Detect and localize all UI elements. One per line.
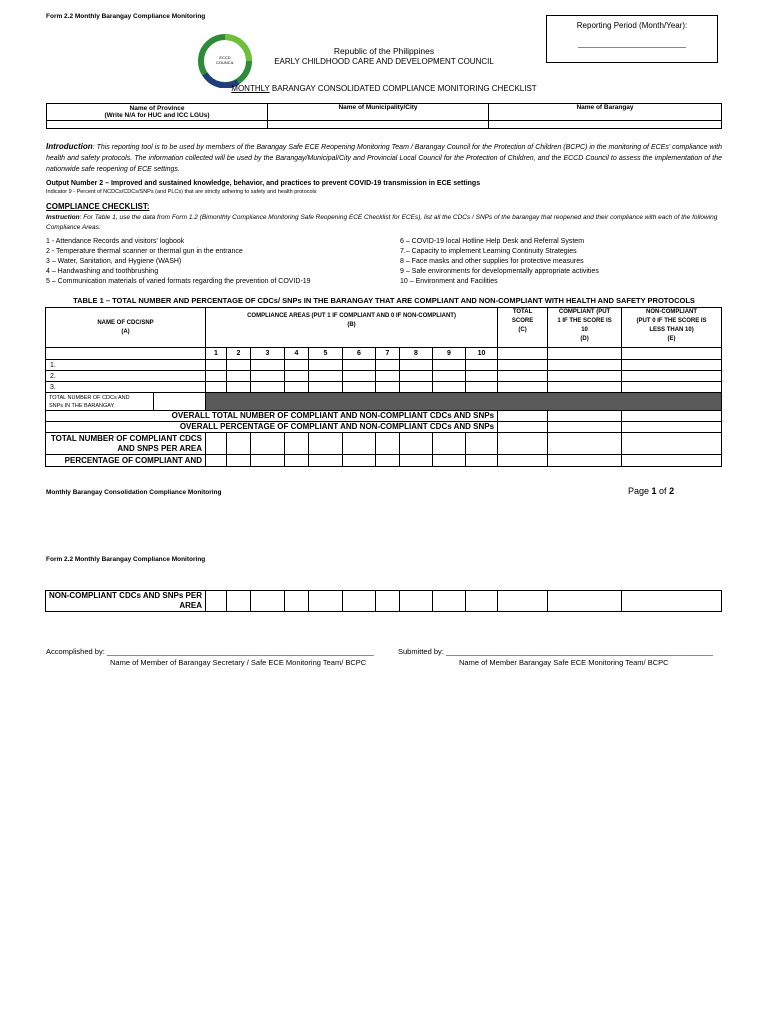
overall-total-c[interactable]	[498, 411, 548, 422]
col-a-label: NAME OF CDC/SNP	[97, 319, 154, 326]
form-label-page2: Form 2.2 Monthly Barangay Compliance Monitoring	[46, 556, 206, 563]
checklist-heading: COMPLIANCE CHECKLIST:	[46, 202, 150, 211]
reporting-period-label: Reporting Period (Month/Year):	[576, 21, 688, 30]
area-item: 7.– Capacity to implement Learning Continuity Strategies	[400, 248, 577, 255]
area-number: 8	[400, 348, 433, 360]
area-number: 4	[285, 348, 309, 360]
submitted-by-caption: Name of Member Barangay Safe ECE Monitoring Team/ BCPC	[459, 658, 669, 667]
area-number: 7	[376, 348, 400, 360]
area-number: 1	[206, 348, 227, 360]
col-c-l1: TOTAL	[512, 309, 533, 315]
page-number	[628, 486, 674, 496]
compliant-area-l1: TOTAL NUMBER OF COMPLIANT CDCS	[50, 433, 202, 443]
area-item: 6 – COVID-19 local Hotline Help Desk and Referral System	[400, 238, 585, 245]
area-number: 2	[227, 348, 251, 360]
noncompliant-l2: AREA	[179, 601, 202, 610]
form-label: Form 2.2 Monthly Barangay Compliance Monitoring	[46, 13, 206, 20]
instruction-text: : For Table 1, use the data from Form 1.2 (Bimonthly Compliance Monitoring Safe Reopening ECE Checklist for ECEs), list all the CDCs / SNPs of the barangay that reopened and their compliance with each of the following Compliance Areas:	[46, 214, 718, 231]
page-footer: Monthly Barangay Consolidation Compliance Monitoring	[46, 489, 222, 496]
area-number: 5	[309, 348, 343, 360]
row-label: 2.	[46, 371, 206, 382]
compliant-area-l2: AND SNPS PER AREA	[117, 443, 202, 453]
col-e-l4: (E)	[667, 336, 676, 342]
col-a-header	[46, 308, 206, 348]
row-label: 3.	[46, 382, 206, 393]
col-d-header	[548, 308, 622, 348]
page-prefix: Page	[628, 486, 652, 496]
overall-pct-e[interactable]	[622, 422, 722, 433]
col-e-l1: NON-COMPLIANT	[646, 309, 698, 315]
title-monthly: MONTHLY	[231, 84, 270, 93]
col-e-l3: LESS THAN 10)	[649, 327, 694, 333]
area-item: 1 - Attendance Records and visitors' logbook	[46, 238, 185, 245]
submitted-by[interactable]: Submitted by: ________________________________________________________________	[398, 647, 713, 656]
overall-total-label: OVERALL TOTAL NUMBER OF COMPLIANT AND NON-COMPLIANT CDCs AND SNPs	[46, 411, 498, 422]
col-d-l4: (D)	[580, 336, 589, 342]
total-input[interactable]	[154, 393, 206, 411]
barangay-input[interactable]	[489, 121, 722, 129]
col-e-header	[622, 308, 722, 348]
col-b-code: (B)	[347, 322, 356, 328]
area-item: 8 – Face masks and other supplies for protective measures	[400, 258, 584, 265]
areas-right-list	[400, 237, 599, 287]
overall-pct-d[interactable]	[548, 422, 622, 433]
col-d-l3: 10	[581, 327, 588, 333]
overall-pct-label: OVERALL PERCENTAGE OF COMPLIANT AND NON-COMPLIANT CDCs AND SNPs	[46, 422, 498, 433]
area-number: 3	[251, 348, 285, 360]
municipality-header: Name of Municipality/City	[268, 104, 489, 121]
noncompliant-per-area-label	[46, 591, 206, 612]
area-number: 10	[466, 348, 498, 360]
table-row[interactable]	[46, 371, 722, 382]
compliance-table	[45, 307, 722, 467]
table-row[interactable]	[46, 382, 722, 393]
col-e-sub	[622, 348, 722, 360]
col-a-code: (A)	[121, 328, 130, 335]
province-note: (Write N/A for HUC and ICC LGUs)	[104, 112, 210, 119]
col-b-label: COMPLIANCE AREAS (PUT 1 IF COMPLIANT AND 0 IF NON-COMPLIANT)	[247, 313, 456, 319]
instruction-paragraph	[46, 213, 722, 233]
overall-total-d[interactable]	[548, 411, 622, 422]
form-title	[190, 84, 578, 93]
compliant-per-area-label	[46, 433, 206, 455]
area-item: 9 – Safe environments for developmentally appropriate activities	[400, 268, 599, 275]
row-label: 1.	[46, 360, 206, 371]
col-d-l2: 1 IF THE SCORE IS	[557, 318, 612, 324]
table-title: TABLE 1 – TOTAL NUMBER AND PERCENTAGE OF CDCs/ SNPs IN THE BARANGAY THAT ARE COMPLIANT AND NON-COMPLIANT WITH HEALTH AND SAFETY PROTOCOLS	[73, 296, 695, 305]
continuation-table	[45, 590, 722, 612]
area-number: 9	[433, 348, 466, 360]
col-c-l3: (C)	[518, 327, 527, 333]
province-input[interactable]	[47, 121, 268, 129]
areas-left-list	[46, 237, 311, 287]
area-item: 4 – Handwashing and toothbrushing	[46, 268, 159, 275]
area-number: 6	[343, 348, 376, 360]
introduction-paragraph	[46, 141, 722, 175]
page-of: of	[656, 486, 670, 496]
output-number: Output Number 2 – Improved and sustained knowledge, behavior, and practices to prevent COVID-19 transmission in ECE settings	[46, 180, 481, 187]
overall-pct-c[interactable]	[498, 422, 548, 433]
eccd-council-logo	[198, 34, 252, 88]
intro-label: Introduction	[46, 142, 93, 151]
total-label-l1: TOTAL NUMBER OF CDCs AND	[49, 394, 130, 401]
title-rest: BARANGAY CONSOLIDATED COMPLIANCE MONITORING CHECKLIST	[269, 84, 537, 93]
location-table	[46, 103, 722, 129]
noncompliant-l1: NON-COMPLIANT CDCs AND SNPs PER	[48, 591, 202, 600]
col-b-header	[206, 308, 498, 348]
total-row	[46, 393, 722, 411]
col-c-header	[498, 308, 548, 348]
table-row[interactable]	[46, 360, 722, 371]
accomplished-by[interactable]: Accomplished by: ________________________________________________________________	[46, 647, 374, 656]
province-label: Name of Province	[129, 105, 185, 112]
col-d-l1: COMPLIANT (PUT	[558, 309, 611, 315]
reporting-period-box[interactable]	[546, 15, 718, 63]
area-item: 5 – Communication materials of varied formats regarding the prevention of COVID-19	[46, 278, 311, 285]
barangay-header: Name of Barangay	[489, 104, 722, 121]
area-item: 2 - Temperature thermal scanner or thermal gun in the entrance	[46, 248, 243, 255]
col-a-sub	[46, 348, 206, 360]
col-c-sub	[498, 348, 548, 360]
total-label-l2: SNPs IN THE BARANGAY	[49, 402, 115, 409]
page-current: 1	[651, 486, 657, 496]
overall-total-e[interactable]	[622, 411, 722, 422]
area-item: 10 – Environment and Facilities	[400, 278, 498, 285]
shaded-block	[206, 393, 722, 411]
province-header	[47, 104, 268, 121]
logo-text: ECCD COUNCIL	[215, 55, 234, 65]
area-item: 3 – Water, Sanitation, and Hygiene (WASH)	[46, 258, 182, 265]
municipality-input[interactable]	[268, 121, 489, 129]
instruction-label: Instruction	[46, 214, 80, 221]
indicator: Indicator 9 - Percent of NCDCs/CDCs/SNPs (and PLCs) that are strictly adhering to safety and health protocols	[46, 189, 317, 195]
intro-text: : This reporting tool is to be used by members of the Barangay Safe ECE Reopening Monitoring Team / Barangay Council for the Protection of Children (BCPC) in the monitoring of ECEs' compliance with health and safety protocols. The information collected will be used by the Barangay/Municipal/City and Provincial Local Council for the Protection of Children, and the ECCD Council to assess the implementation of the nationwide safe reopening of ECE settings.	[46, 144, 722, 173]
reporting-period-line	[578, 47, 686, 48]
council-heading: EARLY CHILDHOOD CARE AND DEVELOPMENT COUNCIL	[274, 57, 494, 66]
pct-compliant-label: PERCENTAGE OF COMPLIANT AND	[46, 455, 206, 467]
republic-heading: Republic of the Philippines	[333, 46, 435, 56]
total-label	[46, 393, 154, 411]
col-c-l2: SCORE	[511, 318, 534, 324]
col-d-sub	[548, 348, 622, 360]
page-total: 2	[669, 486, 675, 496]
col-e-l2: (PUT 0 IF THE SCORE IS	[636, 318, 707, 324]
accomplished-by-caption: Name of Member of Barangay Secretary / Safe ECE Monitoring Team/ BCPC	[110, 658, 367, 667]
